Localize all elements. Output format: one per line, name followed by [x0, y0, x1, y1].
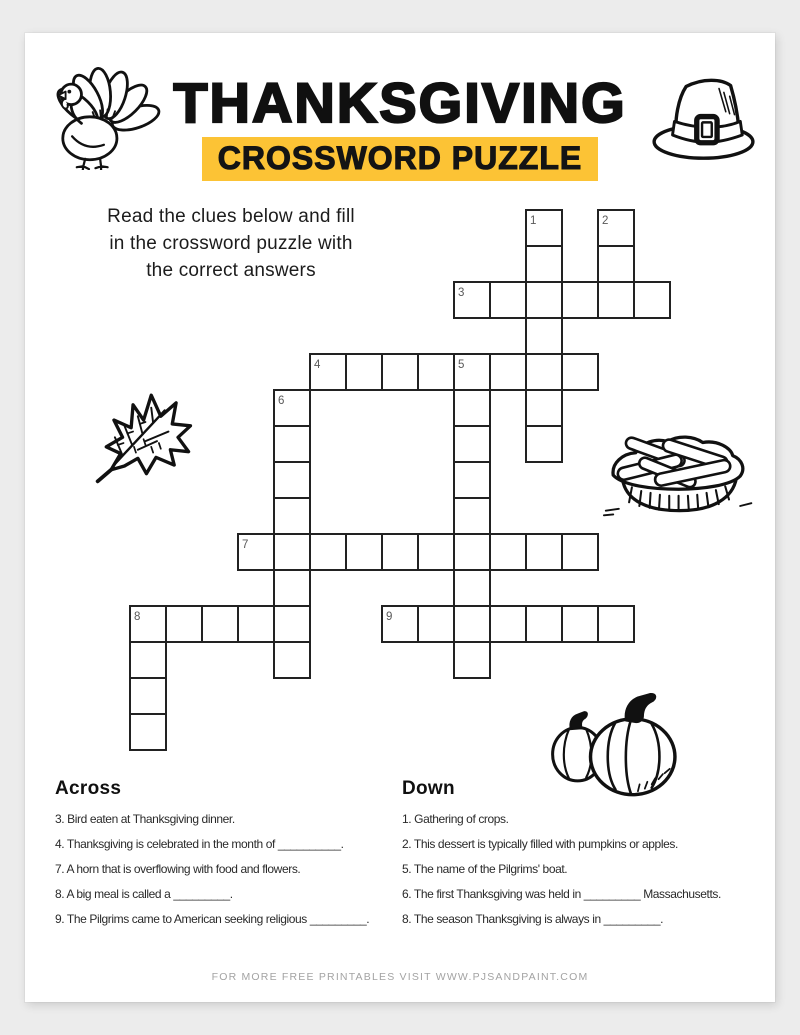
crossword-cell	[490, 534, 526, 570]
crossword-cell	[454, 606, 490, 642]
crossword-cell	[274, 498, 310, 534]
footer-text: FOR MORE FREE PRINTABLES VISIT WWW.PJSANDPAINT.COM	[211, 971, 589, 983]
clue-item: 5. The name of the Pilgrims' boat.	[402, 862, 568, 876]
crossword-cell	[382, 534, 418, 570]
crossword-cell	[454, 390, 490, 426]
crossword-cell	[526, 426, 562, 462]
crossword-cell	[490, 606, 526, 642]
across-section	[55, 778, 395, 938]
crossword-cell	[598, 282, 634, 318]
down-clues	[402, 813, 775, 926]
crossword-cell	[562, 534, 598, 570]
clue-item: 8. A big meal is called a _________.	[55, 887, 233, 901]
crossword-cell	[274, 606, 310, 642]
instructions-line-3: the correct answers	[146, 260, 316, 281]
crossword-cell	[274, 462, 310, 498]
crossword-cell	[526, 318, 562, 354]
crossword-cell	[454, 426, 490, 462]
clue-number: 9	[386, 611, 393, 623]
clue-number: 6	[278, 395, 285, 407]
clue-number: 1	[530, 215, 537, 227]
crossword-cell	[166, 606, 202, 642]
clue-item: 4. Thanksgiving is celebrated in the month of __________.	[55, 837, 344, 851]
crossword-cell	[526, 390, 562, 426]
crossword-cell	[490, 354, 526, 390]
crossword-cell	[274, 570, 310, 606]
crossword-cell	[526, 282, 562, 318]
crossword-cell	[202, 606, 238, 642]
printable-sheet	[25, 33, 775, 1002]
crossword-cell	[454, 534, 490, 570]
clue-item: 9. The Pilgrims came to American seeking religious _________.	[55, 912, 370, 926]
clue-number: 7	[242, 539, 249, 551]
crossword-cell	[130, 642, 166, 678]
crossword-cell	[418, 354, 454, 390]
crossword-cell	[346, 354, 382, 390]
down-section	[402, 778, 775, 938]
crossword-cell	[526, 606, 562, 642]
across-heading: Across	[55, 778, 122, 799]
crossword-cell	[274, 426, 310, 462]
crossword-cell	[562, 282, 598, 318]
clue-item: 6. The first Thanksgiving was held in _________ Massachusetts.	[402, 887, 721, 901]
instructions-line-1: Read the clues below and fill	[107, 206, 355, 227]
clue-number: 8	[134, 611, 141, 623]
clue-number: 4	[314, 359, 321, 371]
crossword-cell	[562, 606, 598, 642]
crossword-cell	[526, 354, 562, 390]
clue-number: 2	[602, 215, 609, 227]
down-heading: Down	[402, 778, 455, 799]
crossword-cell	[454, 498, 490, 534]
crossword-cell	[526, 246, 562, 282]
page-title: THANKSGIVING	[173, 71, 627, 134]
crossword-cell	[238, 606, 274, 642]
clue-number: 3	[458, 287, 465, 299]
crossword-cell	[418, 534, 454, 570]
crossword-cell	[598, 606, 634, 642]
clue-item: 8. The season Thanksgiving is always in _________.	[402, 912, 664, 926]
crossword-cell	[454, 642, 490, 678]
pie-icon	[597, 422, 762, 520]
crossword-cell	[526, 534, 562, 570]
across-clues	[55, 813, 395, 926]
crossword-cell	[310, 534, 346, 570]
crossword-cell	[454, 462, 490, 498]
clue-item: 1. Gathering of crops.	[402, 812, 509, 826]
instructions-line-2: in the crossword puzzle with	[109, 233, 353, 254]
crossword-cell	[490, 282, 526, 318]
clue-item: 7. A horn that is overflowing with food and flowers.	[55, 862, 301, 876]
crossword-cell	[454, 570, 490, 606]
crossword-cell	[274, 642, 310, 678]
crossword-cell	[382, 354, 418, 390]
maple-leaf-icon	[88, 378, 203, 488]
page-subtitle: CROSSWORD PUZZLE	[217, 140, 583, 176]
clue-item: 3. Bird eaten at Thanksgiving dinner.	[55, 812, 235, 826]
crossword-cell	[274, 534, 310, 570]
clue-number: 5	[458, 359, 465, 371]
crossword-cell	[346, 534, 382, 570]
crossword-cell	[130, 678, 166, 714]
clue-item: 2. This dessert is typically filled with pumpkins or apples.	[402, 837, 678, 851]
crossword-cell	[634, 282, 670, 318]
crossword-cell	[598, 246, 634, 282]
crossword-cell	[418, 606, 454, 642]
crossword-cell	[130, 714, 166, 750]
crossword-cell	[562, 354, 598, 390]
